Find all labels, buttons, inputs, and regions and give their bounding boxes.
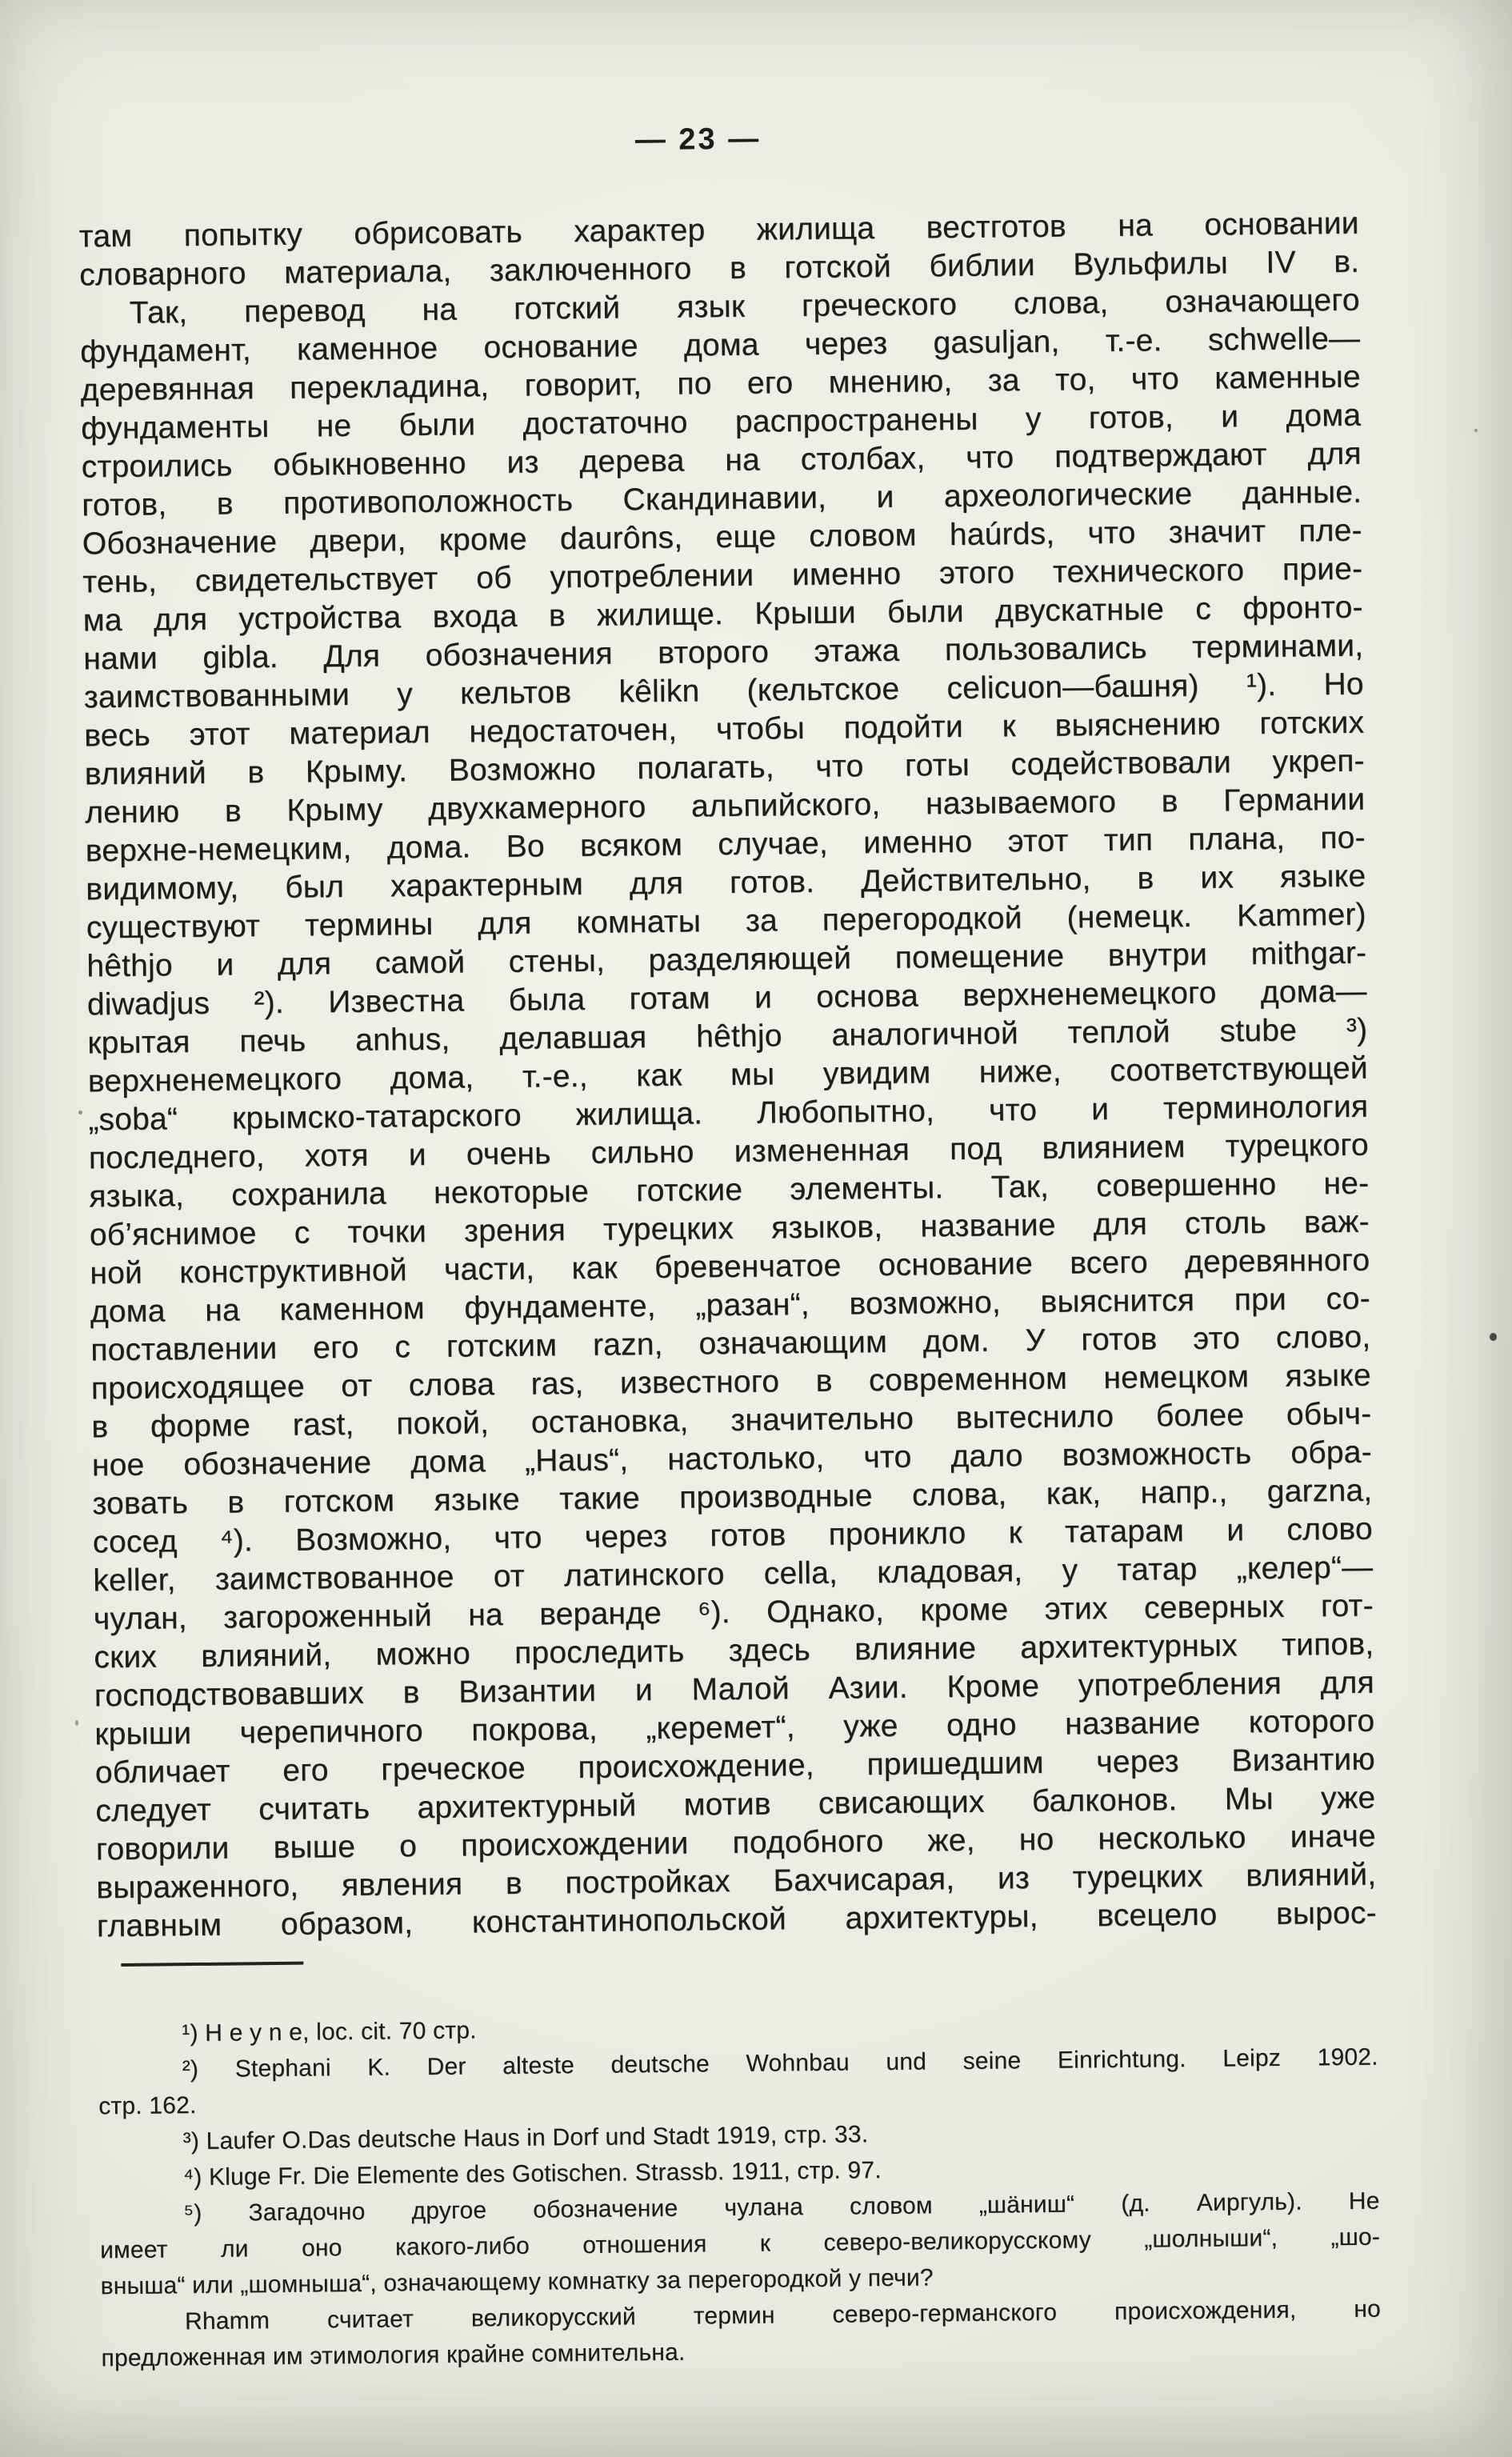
body-text-line: фундамент, каменное основание дома через gasuljan, т.-е. schwelle— [80,321,1361,370]
footnote-line: ⁴) Kluge Fr. Die Elemente des Gotischen. Strassb. 1911, стр. 97. [182,2157,882,2191]
body-text-line: деревянная перекладина, говорит, по его мнению, за то, что каменные [80,359,1361,408]
body-text-line: главным образом, константинопольской архитектуры, всецело вырос- [96,1895,1378,1944]
body-text-line: Обозначение двери, кроме daurôns, еще словом haúrds, что значит пле- [82,513,1362,562]
page-number: — 23 — [634,122,762,158]
body-text-line: ное обозначение дома „Haus“, настолько, что дало возможность обра- [91,1435,1372,1483]
body-text-line: выраженного, явления в постройках Бахчисарая, из турецких влияний, [96,1857,1377,1906]
footnote-line: ³) Laufer O.Das deutsche Haus in Dorf und Stadt 1919, стр. 33. [182,2121,869,2155]
body-text-line: поставлении его с готским razn, означающим дом. У готов это слово, [90,1319,1371,1368]
body-text-line: заимствованными у кельтов kêlikn (кельтское celicuon—башня) ¹). Но [83,666,1364,715]
body-text-line: строились обыкновенно из дерева на столбах, что подтверждают для [81,436,1362,485]
footnote-line: вныша“ или „шомныша“, означающему комнатку за перегородкой у печи? [100,2264,934,2300]
body-text-line: „soba“ крымско-татарского жилища. Любопытно, что и терминология [88,1089,1369,1138]
body-text-line: говорили выше о происхождении подобного же, но несколько иначе [95,1819,1377,1867]
body-text-line: diwadjus ²). Известна была готам и основа верхненемецкого дома— [86,974,1367,1022]
body-text-line: ма для устройства входа в жилище. Крыши были двускатные с фронто- [82,590,1363,638]
footnote-line: ¹) H e y n e, loc. cit. 70 стр. [182,2017,477,2047]
main-text-block [79,205,1378,1947]
body-text-line: фундаменты не были достаточно распространены у готов, и дома [81,398,1362,446]
body-text-line: языка, сохранила некоторые готские элементы. Так, совершенно не- [89,1166,1370,1214]
ink-speck [78,1110,82,1114]
body-text-line: об’яснимое с точки зрения турецких языков, название для столь важ- [89,1204,1370,1253]
body-text-line: происходящее от слова ras, известного в современном немецком языке [90,1358,1371,1407]
body-text-line: тень, свидетельствует об употреблении именно этого технического прие- [82,551,1363,600]
body-text-line: верхне-немецким, дома. Во всяком случае, именно этот тип плана, по- [85,820,1366,869]
body-text-line: обличает его греческое происхождение, пришедшим через Византию [94,1742,1376,1791]
ink-speck [1490,1333,1497,1341]
body-text-line: влияний в Крыму. Возможно полагать, что готы содействовали укреп- [84,743,1365,792]
footnote-line: имеет ли оно какого-либо отношения к северо-великорусскому „шолныши“, „шо- [99,2223,1381,2264]
body-text-line: ной конструктивной части, как бревенчатое основание всего деревянного [90,1243,1370,1291]
body-text-line: весь этот материал недостаточен, чтобы подойти к выяснению готских [84,705,1365,754]
ink-speck [75,1720,78,1726]
footnote-line: ²) Stephani K. Der alteste deutsche Wohnbau und seine Einrichtung. Leipz 1902. [182,2043,1378,2083]
footnote-line: предложенная им этимология крайне сомнительна. [101,2339,686,2372]
page-content [78,114,1381,2377]
body-text-line: видимому, был характерным для готов. Действительно, в их языке [86,858,1366,907]
body-text-line: следует считать архитектурный мотив свисающих балконов. Мы уже [95,1780,1376,1829]
body-text-line: лению в Крыму двухкамерного альпийского, называемого в Германии [85,782,1366,830]
body-text-line: существуют термины для комнаты за перегородкой (немецк. Kammer) [86,897,1366,946]
body-text-line: господствовавших в Византии и Малой Азии. Кроме употребления для [94,1665,1374,1714]
body-text-line: чулан, загороженный на веранде ⁶). Однако, кроме этих северных гот- [93,1588,1374,1637]
footnotes-block [98,2003,1382,2377]
ink-speck [1474,429,1478,432]
body-text-line: зовать в готском языке такие производные слова, как, напр., garzna, [92,1473,1373,1522]
body-text-line: в форме rast, покой, остановка, значительно вытеснило более обыч- [91,1396,1372,1445]
footnote-line: Rhamm считает великорусский термин северо-германского происхождения, но [184,2295,1382,2335]
body-text-line: словарного материала, заключенного в готской библии Вульфилы IV в. [79,244,1360,293]
body-text-line: дома на каменном фундаменте, „разан“, возможно, выяснится при со- [90,1281,1370,1330]
body-text-line: верхненемецкого дома, т.-е., как мы увидим ниже, соответствующей [87,1050,1368,1099]
body-text-line: крыши черепичного покрова, „керемет“, уже одно название которого [94,1703,1375,1752]
body-text-line: последнего, хотя и очень сильно измененная под влиянием турецкого [88,1127,1369,1176]
body-text-line: сосед ⁴). Возможно, что через готов проникло к татарам и слово [92,1511,1373,1560]
body-text-line: нами gibla. Для обозначения второго этажа пользовались терминами, [83,628,1364,677]
body-text-line: готов, в противоположность Скандинавии, и археологические данные. [82,474,1362,523]
footnote-line: стр. 162. [98,2092,197,2120]
body-text-line: hêthjo и для самой стены, разделяющей помещение внутри mithgar- [86,935,1367,984]
body-text-line: ских влияний, можно проследить здесь влияние архитектурных типов, [94,1627,1374,1675]
body-text-line: keller, заимствованное от латинского cella, кладовая, у татар „келер“— [93,1550,1374,1599]
body-text-line: Так, перевод на готский язык греческого слова, означающего [129,282,1360,330]
footnote-line: ⁵) Загадочно другое обозначение чулана словом „шäниш“ (д. Аиргуль). Не [183,2187,1380,2227]
body-text-line: там попытку обрисовать характер жилища вестготов на основании [78,206,1359,254]
footnote-separator-rule [121,1962,303,1967]
body-text-line: крытая печь anhus, делавшая hêthjo аналогичной теплой stube ³) [87,1012,1368,1061]
